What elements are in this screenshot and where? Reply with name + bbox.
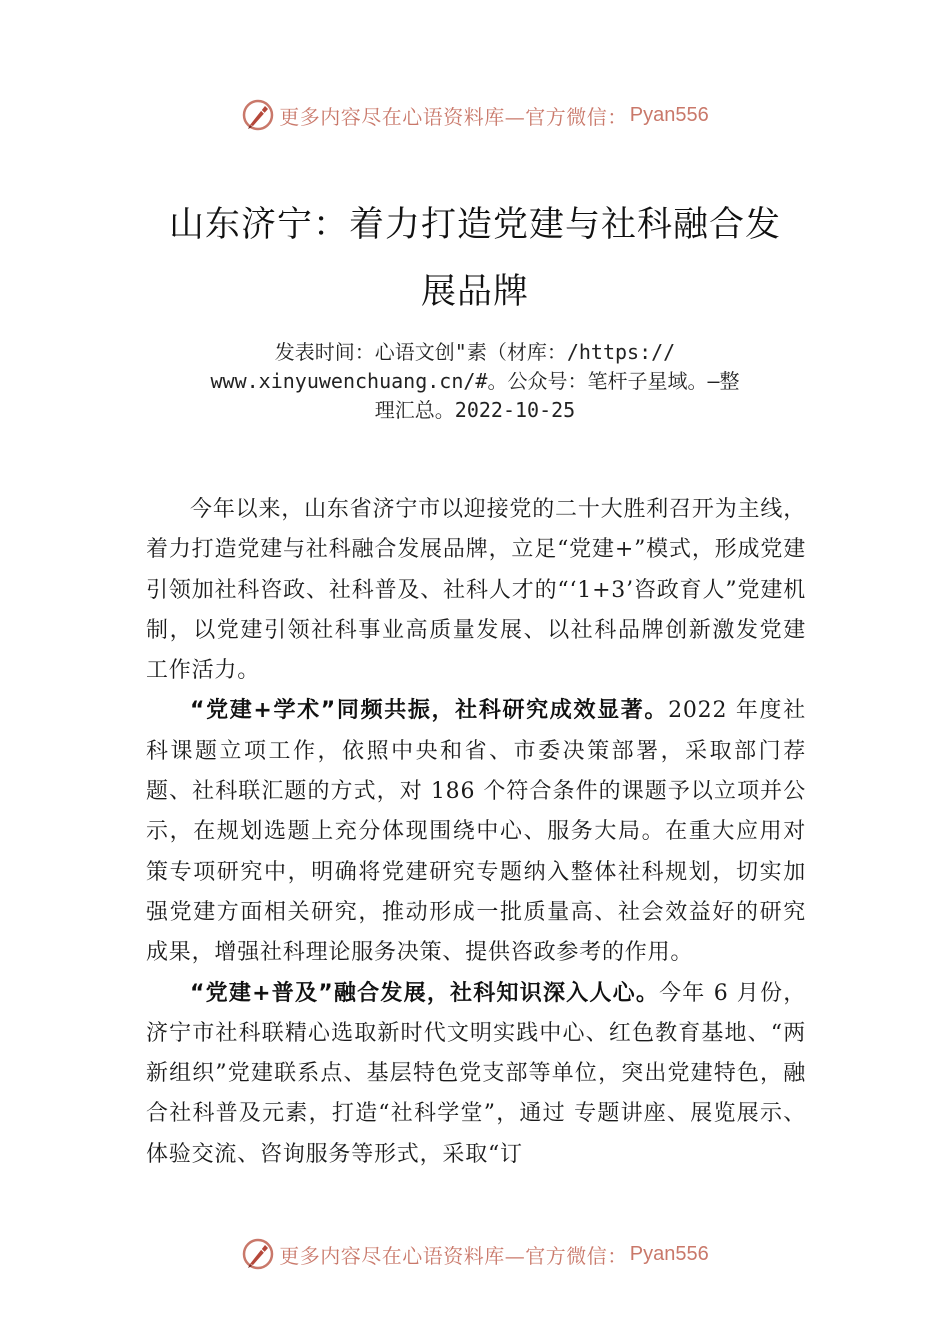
paragraph-text: 2022 年度社科课题立项工作，依照中央和省、市委决策部署，采取部门荐题、社科联汇题的方式，对 186 个符合条件的课题予以立项并公示，在规划选题上充分体现围绕中心、服务大局。在重大应用对策专项研究中，明确将党建研究专题纳入整体社科规划，切实加强党建方面相关研究，推动形成一批质量高、社会效益好的研究成果，增强社科理论服务决策、提供咨政参考的作用。	[146, 698, 807, 966]
watermark-handle: Pyan556	[629, 1242, 709, 1265]
watermark-text: 更多内容尽在心语资料库—官方微信：	[279, 1243, 628, 1268]
document-title-line-1: 山东济宁：着力打造党建与社科融合发	[168, 205, 781, 245]
paragraph-popularization	[146, 974, 806, 1175]
header-watermark	[0, 95, 950, 135]
article-body	[146, 490, 806, 1175]
publish-meta-line-3: 理汇总。2022-10-25	[374, 398, 576, 422]
watermark-handle: Pyan556	[629, 103, 709, 126]
publish-meta-line-2: www.xinyuwenchuang.cn/#。公众号：笔杆子星域。—整	[210, 369, 740, 393]
quill-pen-circle-icon	[241, 98, 275, 132]
footer-watermark	[0, 1234, 950, 1274]
quill-pen-circle-icon	[241, 1237, 275, 1271]
paragraph-lead: “党建+学术”同频共振，社科研究成效显著。	[190, 698, 669, 724]
paragraph-lead: “党建+普及”融合发展，社科知识深入人心。	[190, 980, 660, 1006]
publish-meta-line-1: 发表时间：心语文创"素（材库：/https://	[274, 340, 676, 364]
document-title-line-2: 展品牌	[420, 272, 529, 312]
paragraph-intro	[146, 490, 806, 691]
watermark-text: 更多内容尽在心语资料库—官方微信：	[279, 104, 628, 129]
paragraph-academic	[146, 691, 806, 973]
paragraph-text: 今年 6 月份，济宁市社科联精心选取新时代文明实践中心、红色教育基地、“两新组织”党建联系点、基层特色党支部等单位，突出党建特色，融合社科普及元素，打造“社科学堂”，通过 专题讲座、展览展示、体验交流、咨询服务等形式，采取“订	[146, 980, 806, 1167]
paragraph-text: 今年以来，山东省济宁市以迎接党的二十大胜利召开为主线，着力打造党建与社科融合发展品牌，立足“党建+”模式，形成党建引领加社科咨政、社科普及、社科人才的“‘1+3’咨政育人”党建机制，以党建引领社科事业高质量发展、以社科品牌创新激发党建工作活力。	[146, 497, 806, 684]
